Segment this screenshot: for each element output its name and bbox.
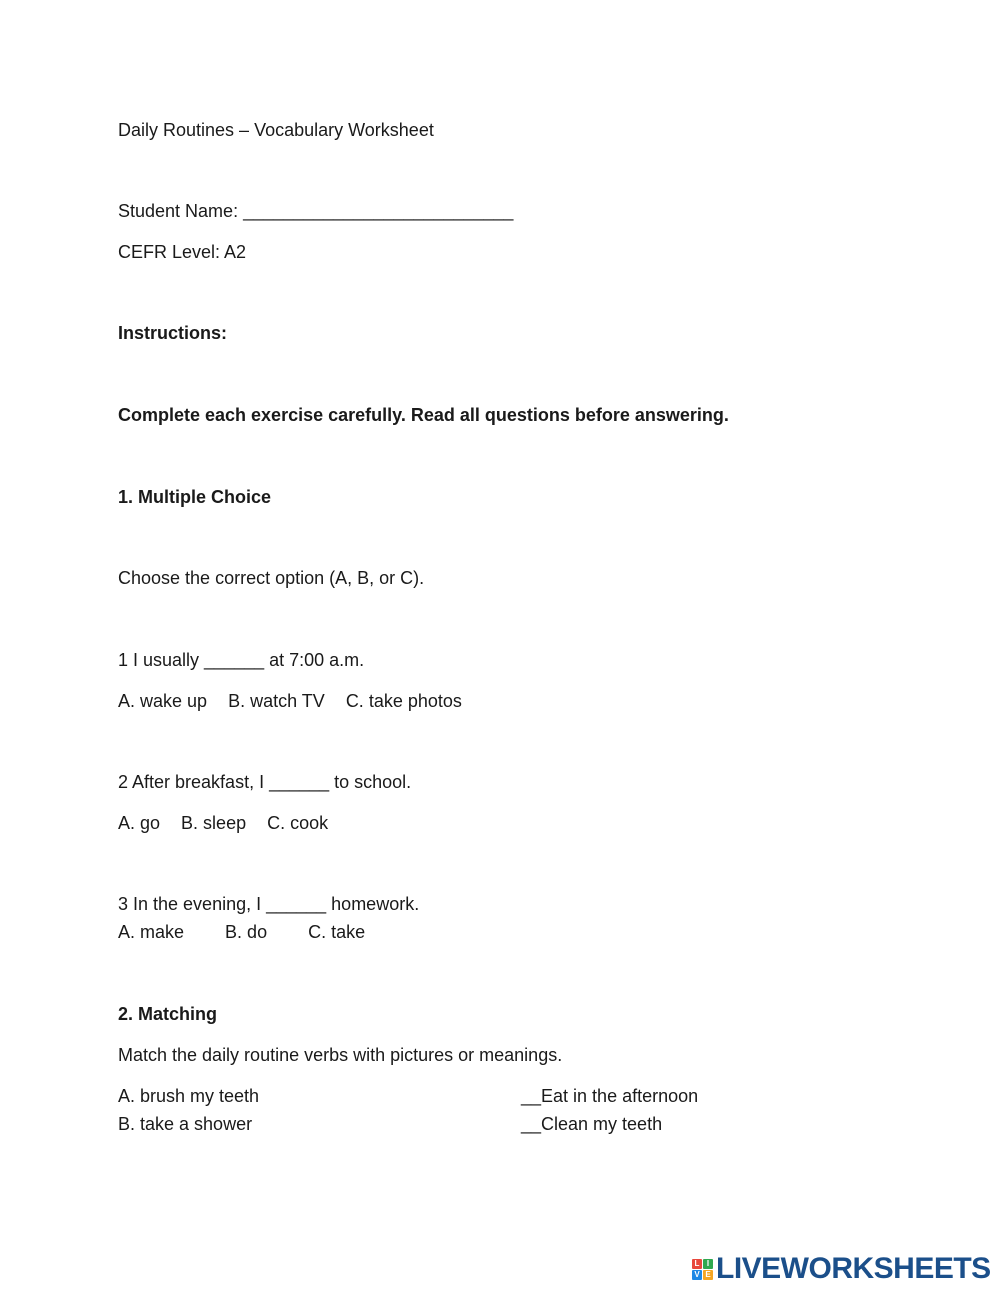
instructions-heading: Instructions: [118,323,228,343]
question-3-option-a: A. make [118,922,185,942]
instructions-text: Complete each exercise carefully. Read all questions before answering. [118,405,729,425]
question-1-option-a: A. wake up [118,691,208,711]
section2-prompt: Match the daily routine verbs with pictures or meanings. [118,1045,563,1065]
matching-right-1: __Eat in the afternoon [521,1086,699,1106]
section1-prompt: Choose the correct option (A, B, or C). [118,568,425,588]
cefr-level: CEFR Level: A2 [118,242,247,262]
logo-mark-l: L [692,1259,702,1269]
student-name-field: Student Name: ___________________________ [118,201,514,221]
question-1-options [118,690,462,712]
section2-heading: 2. Matching [118,1004,218,1024]
logo-mark-v: V [692,1270,702,1280]
worksheet-title: Daily Routines – Vocabulary Worksheet [118,120,434,140]
question-2-options [118,812,328,834]
matching-left-b: B. take a shower [118,1114,253,1134]
question-3-option-b: B. do [225,922,268,942]
logo-text: LIVEWORKSHEETS [716,1252,991,1285]
matching-right-2: __Clean my teeth [521,1114,663,1134]
question-2-text: 2 After breakfast, I ______ to school. [118,772,412,792]
question-2-option-c: C. cook [267,813,329,833]
logo-mark-icon [692,1259,713,1280]
logo-mark-e: E [703,1270,713,1280]
matching-left-a: A. brush my teeth [118,1086,260,1106]
question-2-option-b: B. sleep [181,813,247,833]
question-3-option-c: C. take [308,922,366,942]
logo-mark-i: I [703,1259,713,1269]
question-2-option-a: A. go [118,813,161,833]
question-1-option-c: C. take photos [345,691,462,711]
question-3-options [118,921,365,943]
question-3-text: 3 In the evening, I ______ homework. [118,894,420,914]
question-1-text: 1 I usually ______ at 7:00 a.m. [118,650,365,670]
section1-heading: 1. Multiple Choice [118,487,272,507]
liveworksheets-logo [692,1252,991,1286]
question-1-option-b: B. watch TV [228,691,325,711]
